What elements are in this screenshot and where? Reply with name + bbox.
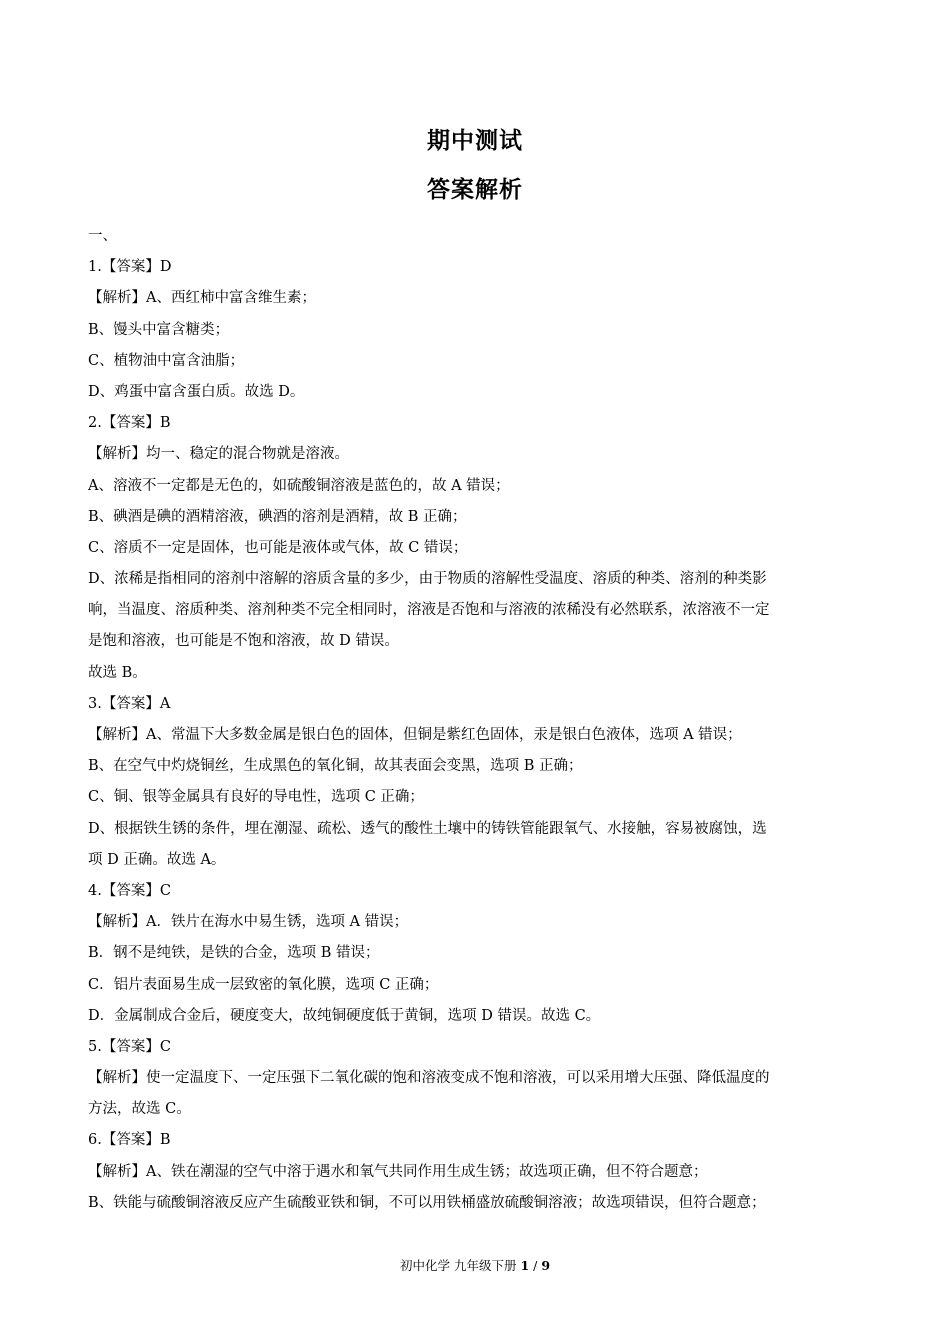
text-line: 【解析】均一、稳定的混合物就是溶液。 xyxy=(88,446,349,463)
text-line: C、溶质不一定是固体，也可能是液体或气体，故 C 错误； xyxy=(88,539,468,556)
text-line: B、馒头中富含糖类； xyxy=(88,321,230,338)
page-footer xyxy=(0,1257,950,1275)
text-line: B．钢不是纯铁，是铁的合金，选项 B 错误； xyxy=(88,945,380,962)
text-line: C．铝片表面易生成一层致密的氧化膜，选项 C 正确； xyxy=(88,976,439,993)
text-line: 响，当温度、溶质种类、溶剂种类不完全相同时，溶液是否饱和与溶液的浓稀没有必然联系，浓溶液不一定 xyxy=(88,602,770,619)
text-line: 2.【答案】B xyxy=(88,415,171,432)
text-line: 5.【答案】C xyxy=(88,1038,171,1055)
text-line: D．金属制成合金后，硬度变大，故纯铜硬度低于黄铜，选项 D 错误。故选 C。 xyxy=(88,1007,601,1024)
text-line: B、碘酒是碘的酒精溶液，碘酒的溶剂是酒精，故 B 正确； xyxy=(88,508,467,525)
text-line: 3.【答案】A xyxy=(88,695,171,712)
text-line: 6.【答案】B xyxy=(88,1132,171,1149)
text-line: 【解析】A．铁片在海水中易生锈，选项 A 错误； xyxy=(88,914,409,931)
text-line: 【解析】A、铁在潮湿的空气中溶于遇水和氧气共同作用生成生锈；故选项正确，但不符合题意； xyxy=(88,1163,708,1180)
section-label: 一、 xyxy=(88,228,117,244)
answer-lines xyxy=(88,252,866,1219)
text-line: 1.【答案】D xyxy=(88,259,172,276)
footer-page-current: 1 xyxy=(520,1258,530,1273)
text-line: B、在空气中灼烧铜丝，生成黑色的氧化铜，故其表面会变黑，选项 B 正确； xyxy=(88,758,583,775)
footer-course: 初中化学 九年级下册 xyxy=(399,1258,517,1273)
text-line: D、根据铁生锈的条件，埋在潮湿、疏松、透气的酸性土壤中的铸铁管能跟氧气、水接触，容易被腐蚀，选 xyxy=(88,820,767,837)
text-line: D、鸡蛋中富含蛋白质。故选 D。 xyxy=(88,383,305,400)
text-line: C、植物油中富含油脂； xyxy=(88,352,245,369)
page-title: 期中测试 xyxy=(427,128,523,154)
footer-page-separator: / xyxy=(529,1258,542,1273)
text-line: 方法，故选 C。 xyxy=(88,1101,191,1118)
text-line: 【解析】A、常温下大多数金属是银白色的固体，但铜是紫红色固体，汞是银白色液体，选项 A 错误； xyxy=(88,727,742,743)
text-line: 项 D 正确。故选 A。 xyxy=(88,851,226,868)
page-subtitle: 答案解析 xyxy=(427,177,523,203)
text-line: C、铜、银等金属具有良好的导电性，选项 C 正确； xyxy=(88,789,424,806)
text-line: 4.【答案】C xyxy=(88,882,171,899)
text-line: A、溶液不一定都是无色的，如硫酸铜溶液是蓝色的，故 A 错误； xyxy=(88,477,510,494)
text-line: 故选 B。 xyxy=(88,664,147,681)
answer-body xyxy=(88,221,866,1219)
text-line: B、铁能与硫酸铜溶液反应产生硫酸亚铁和铜，不可以用铁桶盛放硫酸铜溶液；故选项错误，但符合题意； xyxy=(88,1194,766,1211)
footer-page-total: 9 xyxy=(541,1258,551,1273)
text-line: D、浓稀是指相同的溶剂中溶解的溶质含量的多少，由于物质的溶解性受温度、溶质的种类、溶剂的种类影 xyxy=(88,571,767,588)
text-line: 是饱和溶液，也可能是不饱和溶液，故 D 错误。 xyxy=(88,633,399,650)
text-line: 【解析】使一定温度下、一定压强下二氧化碳的饱和溶液变成不饱和溶液，可以采用增大压强、降低温度的 xyxy=(88,1070,770,1087)
text-line: 【解析】A、西红柿中富含维生素； xyxy=(88,290,316,307)
